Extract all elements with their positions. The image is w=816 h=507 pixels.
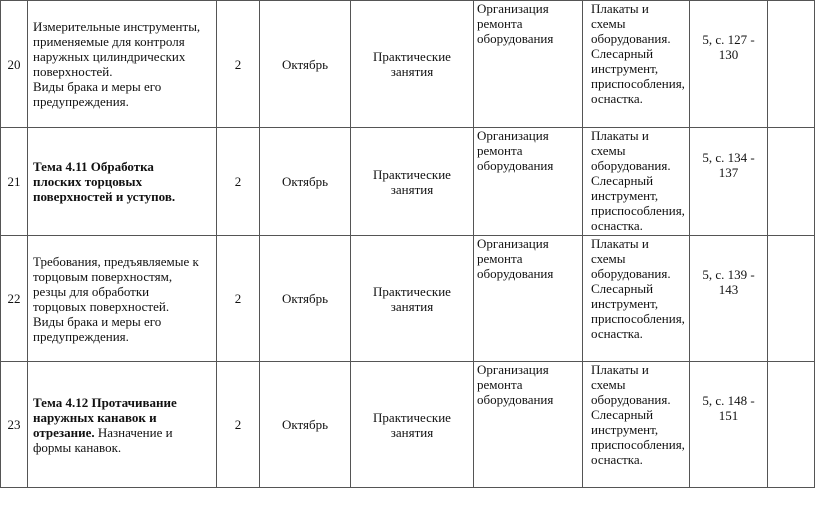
organization-line: оборудования [477,266,554,281]
lesson-type-line: занятия [390,181,434,197]
aids-line: схемы [591,143,626,158]
aids-line: Слесарный [591,407,654,422]
aids-line: схемы [591,377,626,392]
literature-line: 5, с. 134 - [702,149,755,165]
topic-line: Тема 4.12 Протачивание [33,394,177,410]
aids-line: Плакаты и [591,128,649,143]
hours-cell: 2 [217,236,260,362]
topic-line: поверхностей и уступов. [33,189,176,204]
organization-line: ремонта [477,377,523,392]
hours-cell: 2 [217,128,260,236]
row-number: 23 [1,362,28,488]
lesson-type-line: Практические [373,166,451,182]
organization-line: оборудования [477,392,554,407]
topic-line: плоских торцовых [33,174,143,189]
topic-cell [28,128,217,236]
aids-line: оснастка. [591,91,643,106]
table-row [1,362,815,488]
literature-cell [690,128,768,236]
empty-cell [768,362,815,488]
month-cell: Октябрь [260,128,351,236]
organization-line: оборудования [477,31,554,46]
aids-line: оснастка. [591,218,643,233]
aids-cell [583,236,690,362]
aids-line: оборудования. [591,158,671,173]
month-cell: Октябрь [260,362,351,488]
lesson-type-cell [351,236,474,362]
aids-line: Плакаты и [591,362,649,377]
aids-line: приспособления, [591,311,685,326]
topic-line: поверхностей. [33,64,113,79]
topic-line: применяемые для контроля [33,34,185,49]
topic-cell [28,1,217,128]
literature-line: 5, с. 139 - [702,266,755,282]
topic-line: Виды брака и меры его [33,79,162,94]
table-row [1,236,815,362]
row-number: 20 [1,1,28,128]
literature-line: 151 [718,407,739,423]
hours-cell: 2 [217,362,260,488]
aids-line: приспособления, [591,203,685,218]
literature-cell [690,1,768,128]
organization-line: оборудования [477,158,554,173]
organization-line: Организация [477,236,549,251]
aids-line: инструмент, [591,188,659,203]
literature-line: 5, с. 148 - [702,392,755,408]
lesson-type-line: Практические [373,49,451,64]
month-cell: Октябрь [260,1,351,128]
topic-line: наружных цилиндрических [33,49,186,64]
table-row [1,128,815,236]
lesson-type-line: Практические [373,283,451,299]
aids-line: Слесарный [591,281,654,296]
aids-line: схемы [591,251,626,266]
topic-line: отрезание. [33,424,95,440]
aids-line: оснастка. [591,326,643,341]
aids-line: Слесарный [591,46,654,61]
literature-line: 130 [718,47,739,62]
organization-cell [474,1,583,128]
aids-cell [583,362,690,488]
aids-line: Плакаты и [591,1,649,16]
month-cell: Октябрь [260,236,351,362]
lesson-type-line: занятия [390,298,434,314]
topic-line: торцовым поверхностям, [33,268,173,284]
topic-cell [28,362,217,488]
topic-line: Виды брака и меры его [33,313,162,329]
aids-line: инструмент, [591,422,659,437]
topic-line: наружных канавок и [33,409,157,425]
aids-line: схемы [591,16,626,31]
aids-line: Плакаты и [591,236,649,251]
organization-line: ремонта [477,143,523,158]
topic-line: предупреждения. [33,328,129,344]
lesson-type-line: занятия [390,424,434,440]
organization-line: Организация [477,1,549,16]
organization-cell [474,128,583,236]
aids-line: приспособления, [591,76,685,91]
organization-cell [474,236,583,362]
topic-line: Тема 4.11 Обработка [33,159,154,174]
aids-line: инструмент, [591,61,659,76]
literature-cell [690,236,768,362]
topic-line: Измерительные инструменты, [33,19,201,34]
lesson-type-cell [351,128,474,236]
organization-line: ремонта [477,16,523,31]
lesson-type-cell [351,362,474,488]
topic-line: Требования, предъявляемые к [33,253,199,269]
topic-line: резцы для обработки [33,283,150,299]
empty-cell [768,128,815,236]
aids-line: инструмент, [591,296,659,311]
topic-cell [28,236,217,362]
topic-line: предупреждения. [33,94,129,109]
row-number: 21 [1,128,28,236]
row-number: 22 [1,236,28,362]
lesson-type-line: занятия [390,64,434,79]
aids-line: оборудования. [591,392,671,407]
organization-line: Организация [477,362,549,377]
literature-line: 5, с. 127 - [702,32,755,47]
aids-line: оборудования. [591,31,671,46]
aids-line: Слесарный [591,173,654,188]
aids-cell [583,128,690,236]
table-row [1,1,815,128]
organization-line: Организация [477,128,549,143]
empty-cell [768,236,815,362]
lesson-type-cell [351,1,474,128]
topic-line: Назначение и [94,424,173,440]
hours-cell: 2 [217,1,260,128]
literature-line: 143 [718,281,739,297]
aids-line: оснастка. [591,452,643,467]
aids-line: оборудования. [591,266,671,281]
literature-cell [690,362,768,488]
aids-cell [583,1,690,128]
aids-line: приспособления, [591,437,685,452]
literature-line: 137 [718,164,739,180]
empty-cell [768,1,815,128]
topic-line: торцовых поверхностей. [33,298,170,314]
topic-line: формы канавок. [33,439,122,455]
organization-line: ремонта [477,251,523,266]
lesson-type-line: Практические [373,409,451,425]
organization-cell [474,362,583,488]
